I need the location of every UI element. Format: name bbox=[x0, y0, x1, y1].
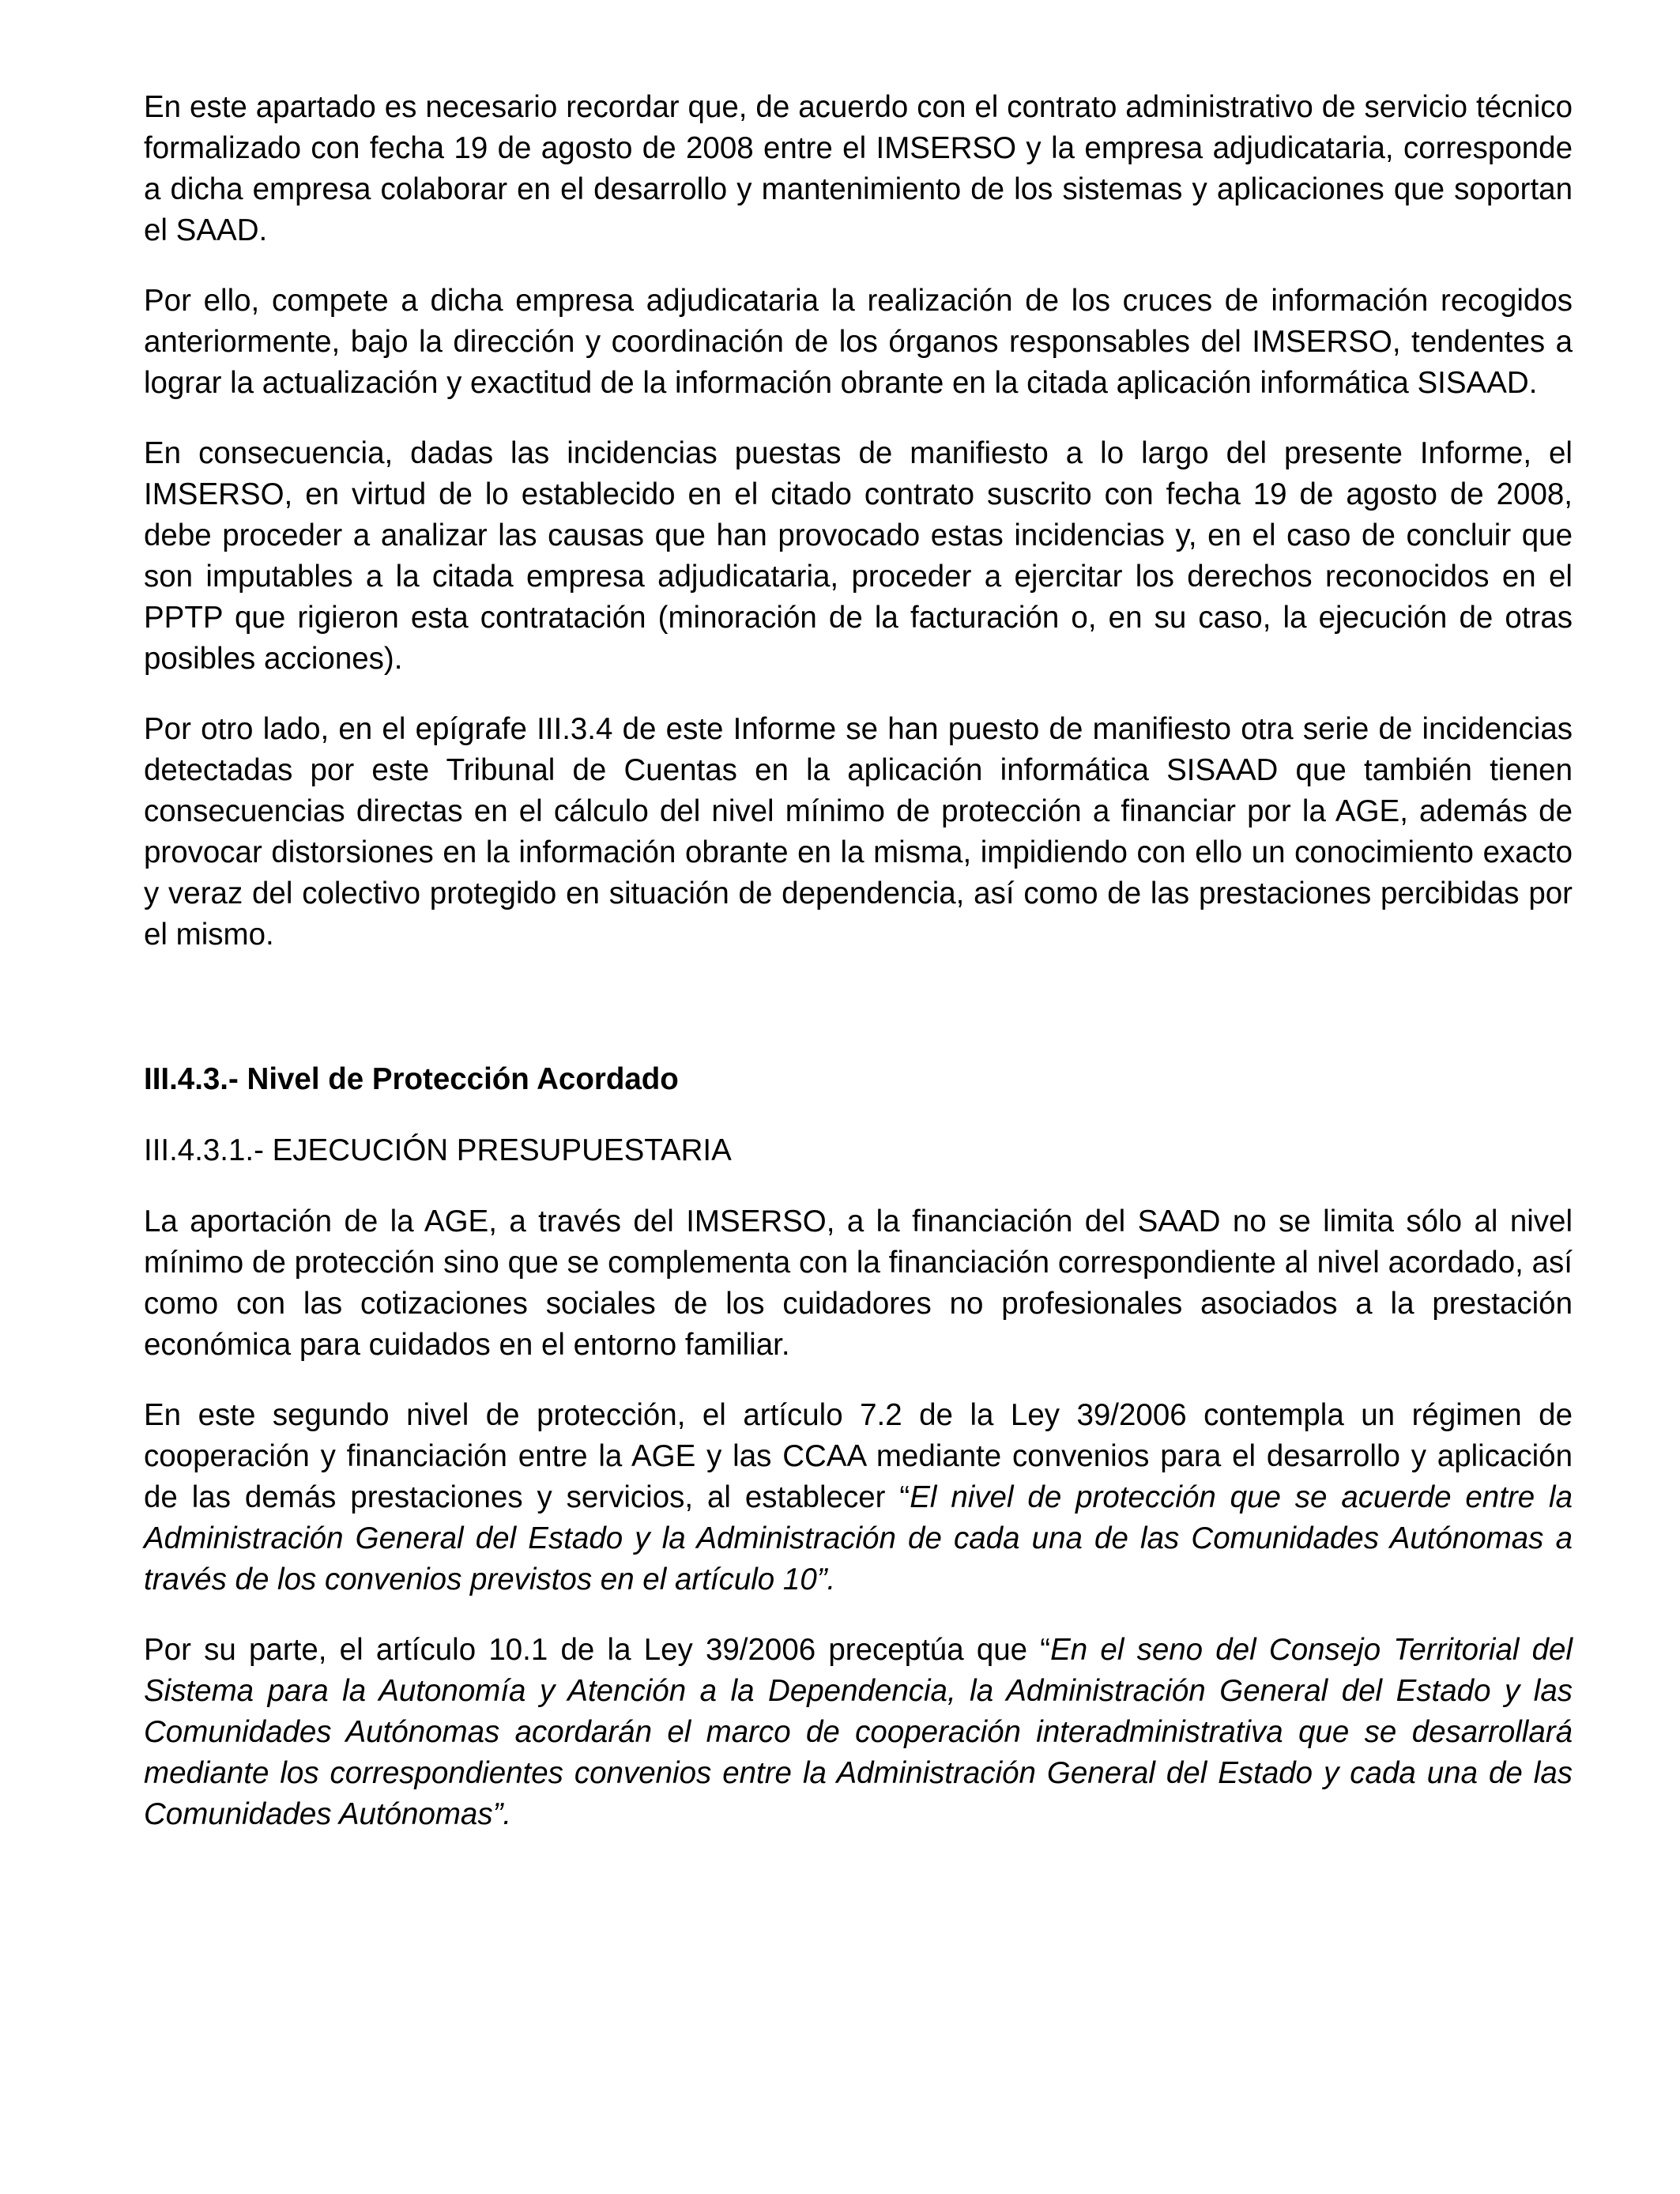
paragraph-segundo-nivel-lead: En este segundo nivel de protección, el artículo 7.2 de la Ley 39/2006 contempla un régimen de cooperación y financiación entre la AGE y las CCAA mediante convenios para el desarrollo y aplicación de las demás prestaciones y servicios, al establecer “ bbox=[144, 1398, 1573, 1514]
paragraph-segundo-nivel bbox=[144, 1395, 1573, 1600]
paragraph-aportacion: La aportación de la AGE, a través del IMSERSO, a la financiación del SAAD no se limita sólo al nivel mínimo de protección sino que se complementa con la financiación correspondiente al nivel acordado, así como con las cotizaciones sociales de los cuidadores no profesionales asociados a la prestación económica para cuidados en el entorno familiar. bbox=[144, 1204, 1573, 1362]
paragraph-contrato: En este apartado es necesario recordar que, de acuerdo con el contrato administrativo de servicio técnico formalizado con fecha 19 de agosto de 2008 entre el IMSERSO y la empresa adjudicataria, corresponde a dicha empresa colaborar en el desarrollo y mantenimiento de los sistemas y aplicaciones que soportan el SAAD. bbox=[144, 90, 1573, 247]
paragraph-articulo-10-quote: En el seno del Consejo Territorial del Sistema para la Autonomía y Atención a la Dependencia, la Administración General del Estado y las Comunidades Autónomas acordarán el marco de cooperación interadministrativa que se desarrollará mediante los correspondientes convenios entre la Administración General del Estado y cada una de las Comunidades Autónomas”. bbox=[144, 1633, 1573, 1831]
document-page bbox=[144, 87, 1573, 1864]
paragraph-articulo-10 bbox=[144, 1630, 1573, 1835]
paragraph-cruces: Por ello, compete a dicha empresa adjudicataria la realización de los cruces de información recogidos anteriormente, bajo la dirección y coordinación de los órganos responsables del IMSERSO, tendentes a lograr la actualización y exactitud de la información obrante en la citada aplicación informática SISAAD. bbox=[144, 284, 1573, 400]
section-heading: III.4.3.- Nivel de Protección Acordado bbox=[144, 1062, 679, 1096]
paragraph-articulo-10-lead: Por su parte, el artículo 10.1 de la Ley 39/2006 preceptúa que “ bbox=[144, 1633, 1051, 1667]
paragraph-otro-lado: Por otro lado, en el epígrafe III.3.4 de este Informe se han puesto de manifiesto otra serie de incidencias detectadas por este Tribunal de Cuentas en la aplicación informática SISAAD que también tienen consecuencias directas en el cálculo del nivel mínimo de protección a financiar por la AGE, además de provocar distorsiones en la información obrante en la misma, impidiendo con ello un conocimiento exacto y veraz del colectivo protegido en situación de dependencia, así como de las prestaciones percibidas por el mismo. bbox=[144, 712, 1573, 952]
subsection-heading: III.4.3.1.- EJECUCIÓN PRESUPUESTARIA bbox=[144, 1133, 732, 1167]
paragraph-segundo-nivel-quote: El nivel de protección que se acuerde entre la Administración General del Estado y la Administración de cada una de las Comunidades Autónomas a través de los convenios previstos en el artículo 10”. bbox=[144, 1480, 1573, 1596]
paragraph-consecuencia: En consecuencia, dadas las incidencias puestas de manifiesto a lo largo del presente Informe, el IMSERSO, en virtud de lo establecido en el citado contrato suscrito con fecha 19 de agosto de 2008, debe proceder a analizar las causas que han provocado estas incidencias y, en el caso de concluir que son imputables a la citada empresa adjudicataria, proceder a ejercitar los derechos reconocidos en el PPTP que rigieron esta contratación (minoración de la facturación o, en su caso, la ejecución de otras posibles acciones). bbox=[144, 436, 1573, 676]
section-spacer bbox=[144, 985, 1573, 1059]
